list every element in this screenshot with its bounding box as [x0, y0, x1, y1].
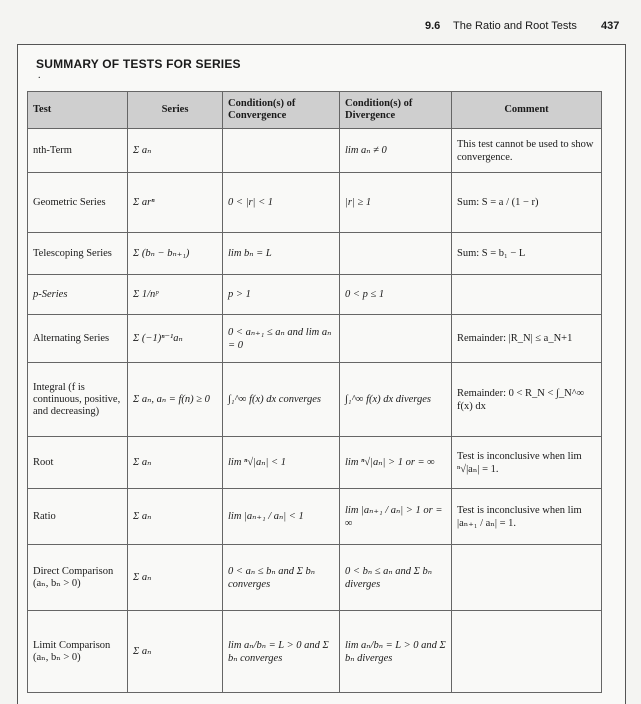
test-name: nth-Term: [28, 129, 128, 173]
series-cell: Σ aₙ: [128, 437, 223, 489]
comment-cell: [452, 545, 602, 611]
table-row: [28, 489, 602, 545]
test-name: Geometric Series: [28, 173, 128, 233]
series-cell: Σ aₙ, aₙ = f(n) ≥ 0: [128, 363, 223, 437]
divergence-cell: 0 < p ≤ 1: [340, 275, 452, 315]
table-row: [28, 233, 602, 275]
convergence-cell: 0 < aₙ ≤ bₙ and Σ bₙ converges: [223, 545, 340, 611]
header-row: [28, 92, 602, 129]
test-name: Limit Comparison (aₙ, bₙ > 0): [28, 611, 128, 693]
comment-cell: Sum: S = b₁ − L: [452, 233, 602, 275]
convergence-cell: lim |aₙ₊₁ / aₙ| < 1: [223, 489, 340, 545]
divergence-cell: lim aₙ/bₙ = L > 0 and Σ bₙ diverges: [340, 611, 452, 693]
divergence-cell: |r| ≥ 1: [340, 173, 452, 233]
section-number: 9.6: [425, 20, 441, 32]
page-number: 437: [601, 20, 620, 32]
series-cell: Σ 1/nᵖ: [128, 275, 223, 315]
table-row: [28, 363, 602, 437]
divergence-cell: 0 < bₙ ≤ aₙ and Σ bₙ diverges: [340, 545, 452, 611]
series-cell: Σ (bₙ − bₙ₊₁): [128, 233, 223, 275]
convergence-cell: 0 < |r| < 1: [223, 173, 340, 233]
comment-cell: This test cannot be used to show convergence.: [452, 129, 602, 173]
header-comment: Comment: [452, 92, 602, 129]
comment-cell: Remainder: |R_N| ≤ a_N+1: [452, 315, 602, 363]
test-name: Direct Comparison (aₙ, bₙ > 0): [28, 545, 128, 611]
convergence-cell: lim ⁿ√|aₙ| < 1: [223, 437, 340, 489]
convergence-cell: ∫₁^∞ f(x) dx converges: [223, 363, 340, 437]
test-name: Integral (f is continuous, positive, and decreasing): [28, 363, 128, 437]
series-cell: Σ aₙ: [128, 129, 223, 173]
table-row: [28, 173, 602, 233]
comment-cell: [452, 611, 602, 693]
test-name: Ratio: [28, 489, 128, 545]
comment-cell: Test is inconclusive when lim ⁿ√|aₙ| = 1.: [452, 437, 602, 489]
convergence-cell: p > 1: [223, 275, 340, 315]
comment-cell: Sum: S = a / (1 − r): [452, 173, 602, 233]
series-cell: Σ aₙ: [128, 489, 223, 545]
divergence-cell: lim ⁿ√|aₙ| > 1 or = ∞: [340, 437, 452, 489]
table-row: [28, 129, 602, 173]
table-row: [28, 275, 602, 315]
divergence-cell: lim |aₙ₊₁ / aₙ| > 1 or = ∞: [340, 489, 452, 545]
test-name: Alternating Series: [28, 315, 128, 363]
section-title: The Ratio and Root Tests: [453, 20, 577, 32]
header-series: Series: [128, 92, 223, 129]
table-row: [28, 437, 602, 489]
convergence-cell: lim bₙ = L: [223, 233, 340, 275]
divergence-cell: [340, 315, 452, 363]
header-convergence: Condition(s) of Convergence: [223, 92, 340, 129]
divergence-cell: lim aₙ ≠ 0: [340, 129, 452, 173]
series-cell: Σ (−1)ⁿ⁻¹aₙ: [128, 315, 223, 363]
header-test: Test: [28, 92, 128, 129]
table-row: [28, 611, 602, 693]
series-cell: Σ aₙ: [128, 545, 223, 611]
tests-table: [27, 91, 602, 693]
series-cell: Σ aₙ: [128, 611, 223, 693]
convergence-cell: 0 < aₙ₊₁ ≤ aₙ and lim aₙ = 0: [223, 315, 340, 363]
test-name: p-Series: [28, 275, 128, 315]
table-row: [28, 545, 602, 611]
test-name: Root: [28, 437, 128, 489]
series-cell: Σ arⁿ: [128, 173, 223, 233]
divergence-cell: ∫₁^∞ f(x) dx diverges: [340, 363, 452, 437]
header-divergence: Condition(s) of Divergence: [340, 92, 452, 129]
comment-cell: Test is inconclusive when lim |aₙ₊₁ / aₙ| = 1.: [452, 489, 602, 545]
convergence-cell: [223, 129, 340, 173]
comment-cell: Remainder: 0 < R_N < ∫_N^∞ f(x) dx: [452, 363, 602, 437]
convergence-cell: lim aₙ/bₙ = L > 0 and Σ bₙ converges: [223, 611, 340, 693]
comment-cell: [452, 275, 602, 315]
box-title: SUMMARY OF TESTS FOR SERIES: [36, 57, 241, 71]
running-head: [0, 20, 641, 36]
divergence-cell: [340, 233, 452, 275]
bullet-mark: .: [38, 70, 41, 81]
test-name: Telescoping Series: [28, 233, 128, 275]
table-row: [28, 315, 602, 363]
